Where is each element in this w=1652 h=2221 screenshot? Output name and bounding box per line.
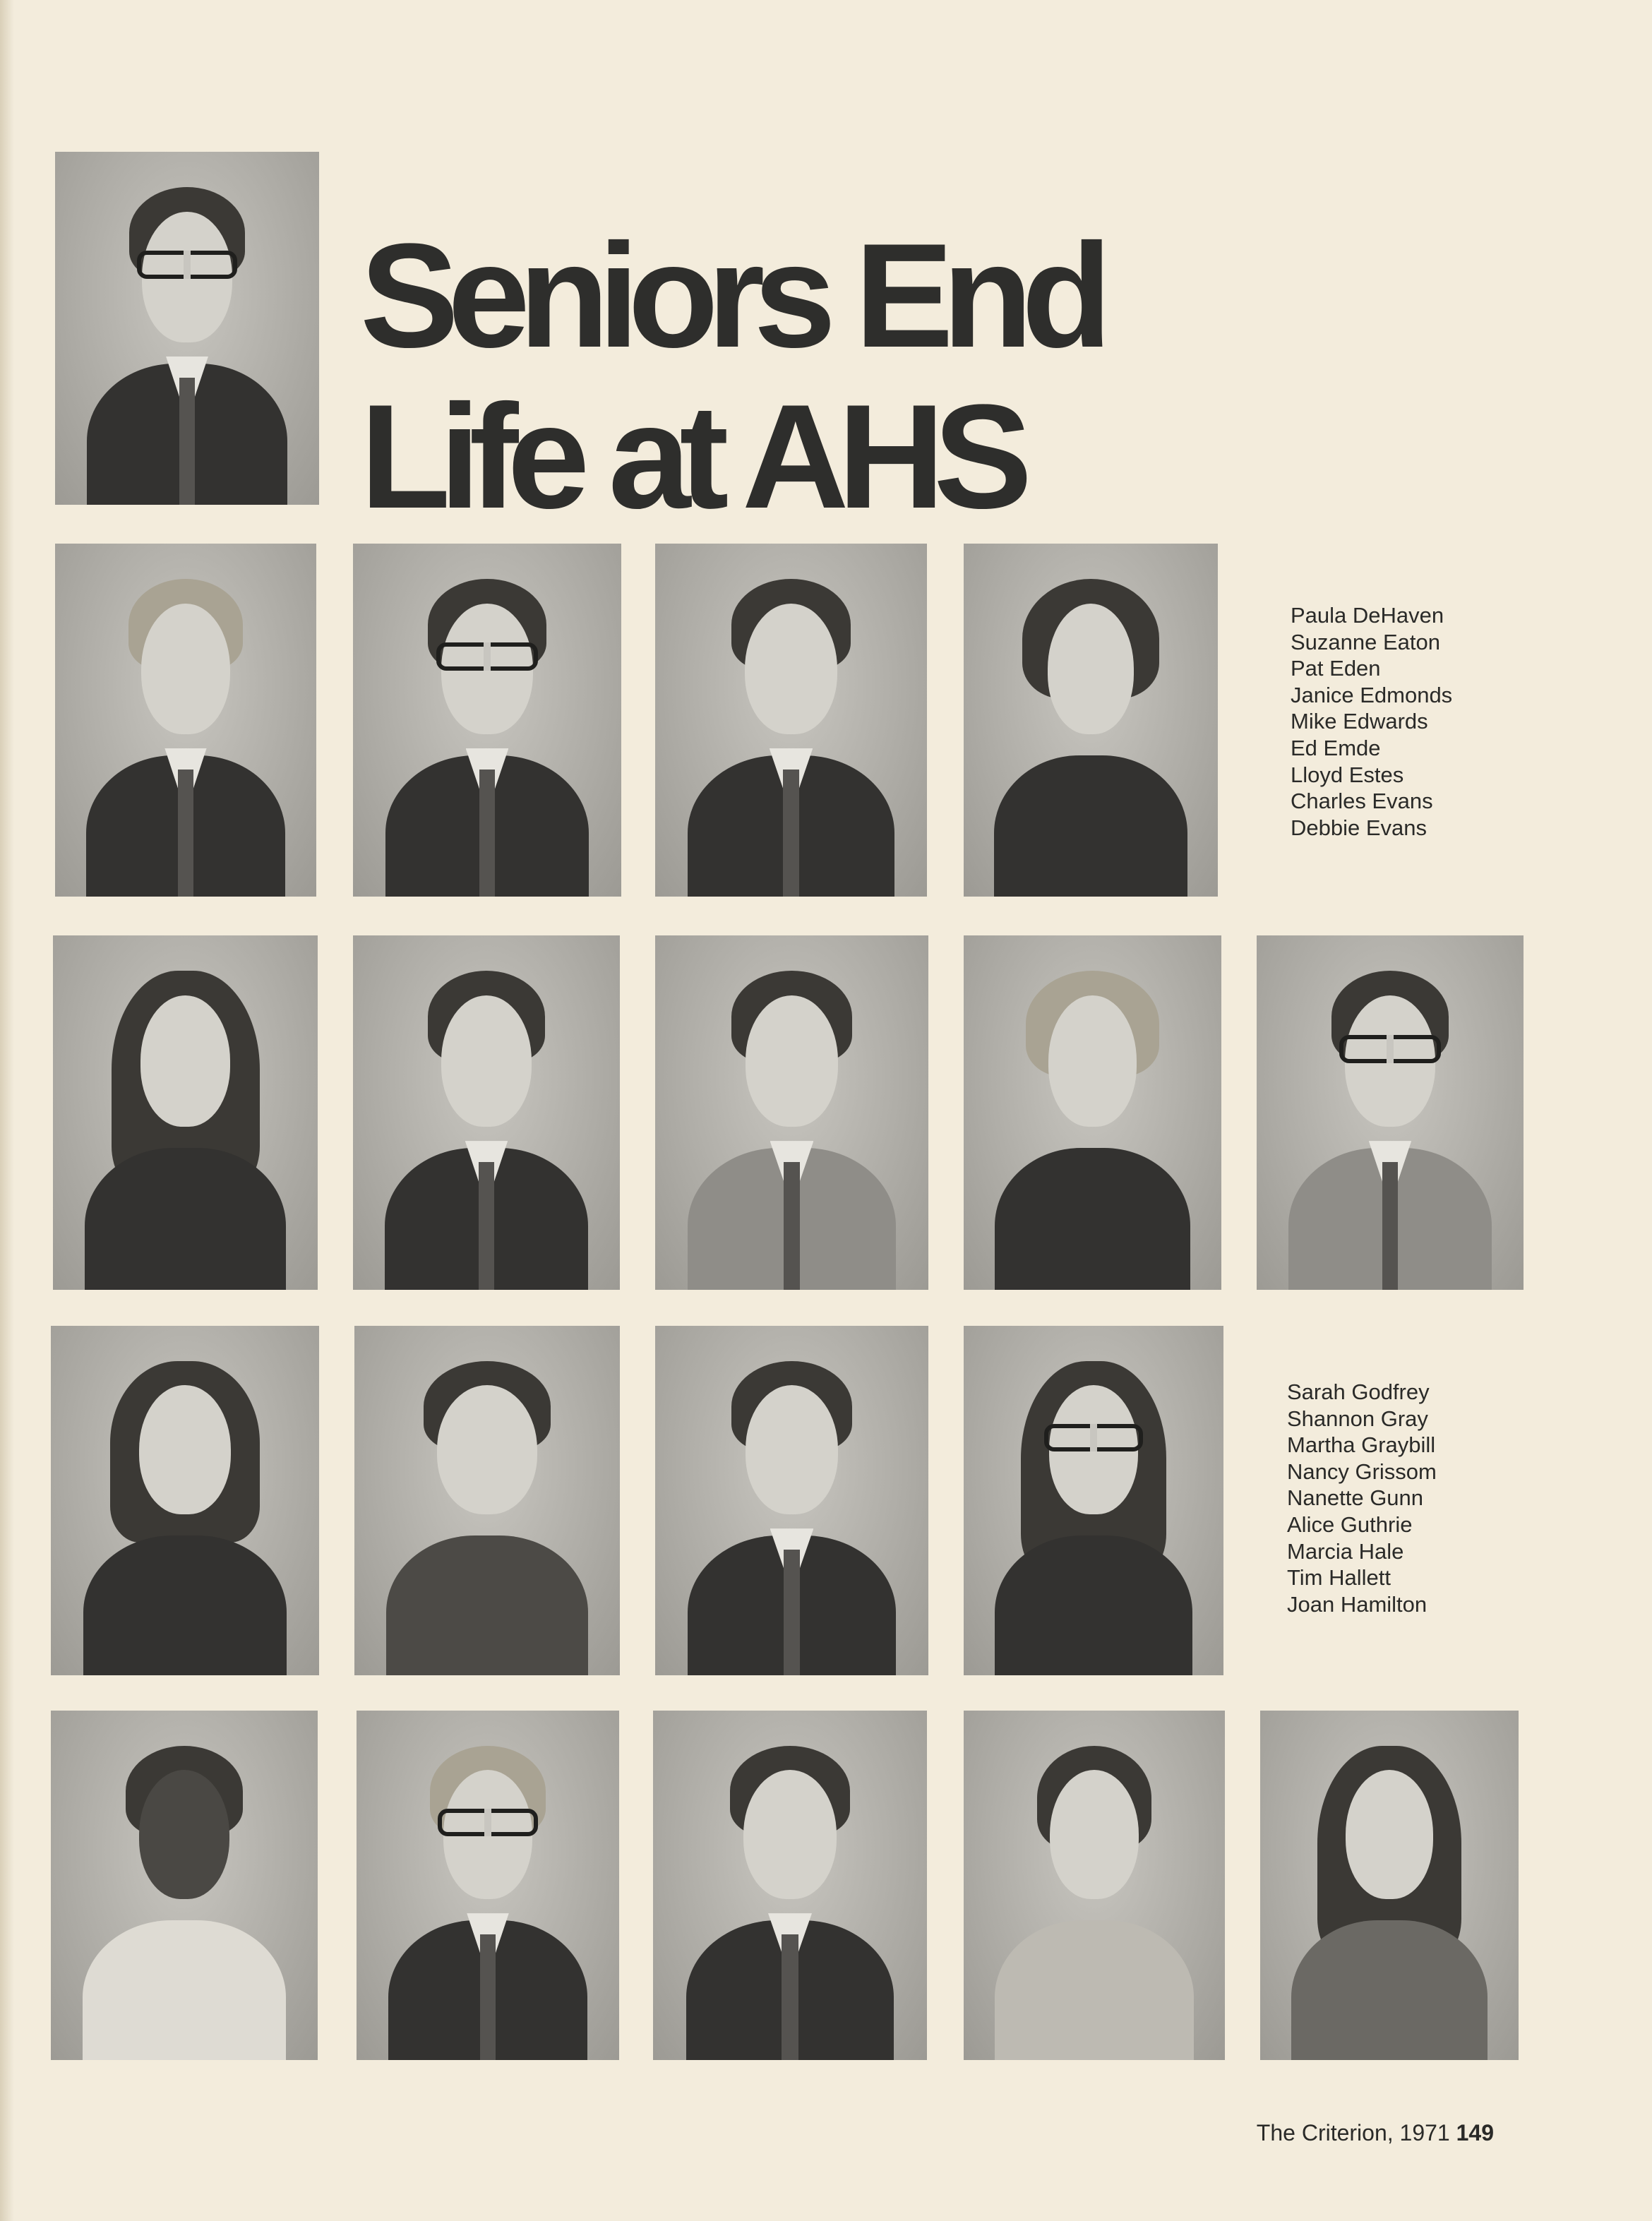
senior-portrait [357, 1711, 619, 2060]
senior-portrait [51, 1711, 318, 2060]
page-footer [1257, 2120, 1494, 2146]
page-title [360, 212, 1101, 539]
senior-portrait [964, 544, 1218, 897]
title-line-1: Seniors End [360, 212, 1101, 378]
senior-name: Alice Guthrie [1287, 1511, 1413, 1537]
title-line-2: Life at AHS [360, 373, 1022, 539]
senior-portrait [655, 1326, 928, 1675]
senior-portrait [1260, 1711, 1519, 2060]
senior-portrait [353, 935, 620, 1290]
senior-name: Mike Edwards [1291, 709, 1428, 734]
senior-name: Nanette Gunn [1287, 1485, 1424, 1511]
senior-portrait [353, 544, 621, 897]
senior-portrait [655, 544, 927, 897]
page-number: 149 [1456, 2120, 1494, 2145]
senior-name: Shannon Gray [1287, 1406, 1428, 1431]
senior-portrait [55, 544, 316, 897]
senior-name: Nancy Grissom [1287, 1459, 1437, 1484]
senior-portrait [51, 1326, 319, 1675]
publication-name: The Criterion, 1971 [1256, 2120, 1450, 2145]
senior-name: Joan Hamilton [1287, 1591, 1427, 1617]
senior-name: Suzanne Eaton [1291, 629, 1441, 654]
senior-portrait [655, 935, 928, 1290]
senior-portrait [354, 1326, 620, 1675]
senior-portrait [964, 1326, 1223, 1675]
senior-name: Debbie Evans [1291, 815, 1427, 840]
senior-name: Charles Evans [1291, 789, 1433, 814]
senior-names-list-top [1291, 602, 1452, 841]
senior-name: Janice Edmonds [1291, 682, 1453, 707]
senior-name: Lloyd Estes [1291, 762, 1404, 787]
senior-portrait [53, 935, 318, 1290]
senior-name: Martha Graybill [1287, 1432, 1436, 1458]
senior-portrait [964, 935, 1221, 1290]
senior-name: Marcia Hale [1287, 1538, 1404, 1564]
senior-portrait [55, 152, 319, 505]
senior-name: Pat Eden [1291, 656, 1381, 681]
page-binding-edge [0, 0, 14, 2221]
senior-name: Tim Hallett [1287, 1565, 1391, 1591]
senior-portrait [653, 1711, 927, 2060]
senior-name: Ed Emde [1291, 735, 1381, 760]
senior-portrait [964, 1711, 1225, 2060]
senior-names-list-bottom [1287, 1379, 1437, 1617]
senior-name: Sarah Godfrey [1287, 1379, 1430, 1404]
senior-portrait [1257, 935, 1524, 1290]
senior-name: Paula DeHaven [1291, 603, 1444, 628]
